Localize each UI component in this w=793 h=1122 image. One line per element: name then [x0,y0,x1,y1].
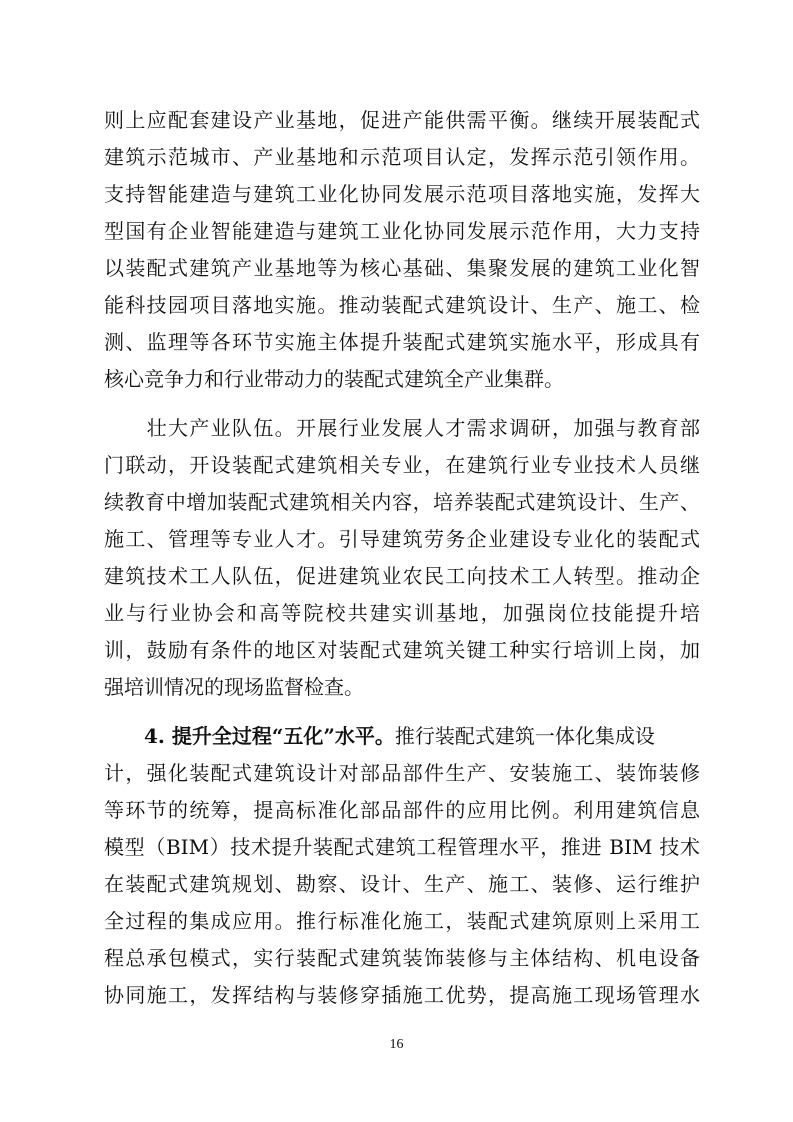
heading-continuation: 推行装配式建筑一体化集成设 [394,724,655,748]
paragraph-line: 建筑技术工人队伍，促进建筑业农民工向技术工人转型。推动企 [104,564,700,588]
paragraph-line: 支持智能建造与建筑工业化协同发展示范项目落地实施，发挥大 [104,182,700,206]
paragraph-line: 业与行业协会和高等院校共建实训基地，加强岗位技能提升培 [104,601,700,625]
paragraph-line: 强培训情况的现场监督检查。 [104,675,364,699]
paragraph-line: 计，强化装配式建筑设计对部品部件生产、安装施工、装饰装修 [104,761,700,785]
paragraph-line: 全过程的集成应用。推行标准化施工，装配式建筑原则上采用工 [104,909,700,933]
paragraph-line: 以装配式建筑产业基地等为核心基础、集聚发展的建筑工业化智 [104,256,700,280]
paragraph-line: 则上应配套建设产业基地，促进产能供需平衡。继续开展装配式 [104,108,700,132]
paragraph-line: 能科技园项目落地实施。推动装配式建筑设计、生产、施工、检 [104,293,700,317]
paragraph-line: 续教育中增加装配式建筑相关内容，培养装配式建筑设计、生产、 [104,490,700,514]
paragraph-line: 门联动，开设装配式建筑相关专业，在建筑行业专业技术人员继 [104,453,700,477]
paragraph-line: 等环节的统筹，提高标准化部品部件的应用比例。利用建筑信息 [104,798,700,822]
paragraph-line: 建筑示范城市、产业基地和示范项目认定，发挥示范引领作用。 [104,145,700,169]
paragraph-line: 协同施工，发挥结构与装修穿插施工优势，提高施工现场管理水 [104,983,700,1007]
paragraph-line: 核心竞争力和行业带动力的装配式建筑全产业集群。 [104,367,564,391]
paragraph-line: 在装配式建筑规划、勘察、设计、生产、施工、装修、运行维护 [104,872,700,896]
paragraph-line [104,721,700,751]
paragraph-line: 测、监理等各环节实施主体提升装配式建筑实施水平，形成具有 [104,330,700,354]
paragraph-line: 施工、管理等专业人才。引导建筑劳务企业建设专业化的装配式 [104,527,700,551]
paragraph-line: 训，鼓励有条件的地区对装配式建筑关键工种实行培训上岗，加 [104,638,700,662]
page-number: 16 [389,1037,404,1052]
section-heading: 4. 提升全过程“五化”水平。 [104,724,395,748]
paragraph-line: 型国有企业智能建造与建筑工业化协同发展示范作用，大力支持 [104,219,700,243]
paragraph-line: 模型（BIM）技术提升装配式建筑工程管理水平，推进 BIM 技术 [104,835,700,859]
paragraph-line: 程总承包模式，实行装配式建筑装饰装修与主体结构、机电设备 [104,946,700,970]
paragraph-line: 壮大产业队伍。开展行业发展人才需求调研，加强与教育部 [104,416,700,440]
